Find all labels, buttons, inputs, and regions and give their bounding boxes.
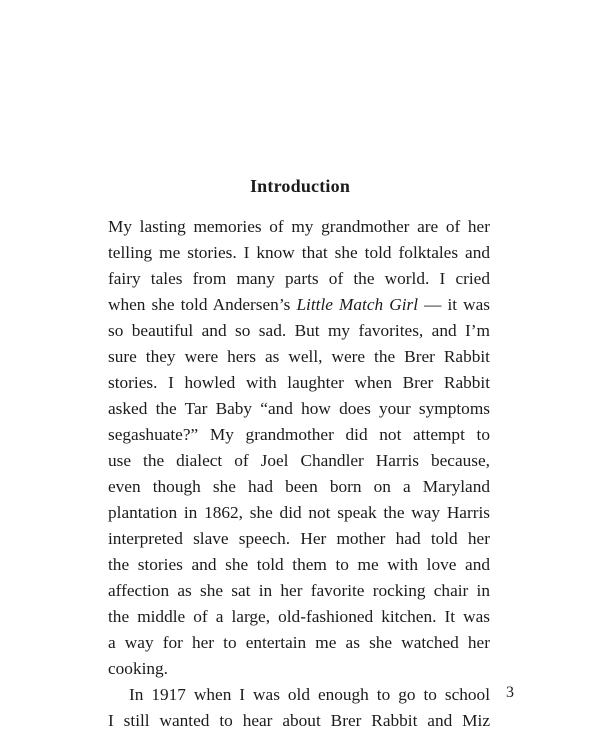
text-segment: when she told Andersen’s [108, 295, 291, 314]
text-line: a way for her to entertain me as she watched her [108, 633, 490, 652]
text-line: interpreted slave speech. Her mother had told her [108, 529, 490, 548]
text-line: cooking. [108, 659, 168, 678]
text-line: the middle of a large, old-fashioned kitchen. It was [108, 607, 490, 626]
text-line: affection as she sat in her favorite rocking chair in [108, 581, 490, 600]
body-text [108, 214, 490, 734]
text-segment: — it was [424, 295, 491, 314]
text-line: My lasting memories of my grandmother are of her [108, 217, 490, 236]
text-line: so beautiful and so sad. But my favorites, and I’m [108, 321, 490, 340]
text-line: I still wanted to hear about Brer Rabbit and Miz [108, 711, 490, 730]
text-line [108, 292, 490, 318]
text-line: even though she had been born on a Maryland [108, 477, 490, 496]
text-line: In 1917 when I was old enough to go to school [129, 685, 490, 704]
text-line: stories. I howled with laughter when Brer Rabbit [108, 373, 490, 392]
text-line: sure they were hers as well, were the Brer Rabbit [108, 347, 490, 366]
chapter-heading: Introduction [249, 176, 351, 196]
page-number: 3 [506, 684, 514, 701]
text-line: plantation in 1862, she did not speak the way Harris [108, 503, 490, 522]
text-line: telling me stories. I know that she told folktales and [108, 243, 490, 262]
text-line: fairy tales from many parts of the world. I cried [108, 269, 490, 288]
text-line: the stories and she told them to me with love and [108, 555, 490, 574]
text-line: use the dialect of Joel Chandler Harris because, [108, 451, 490, 470]
text-line: segashuate?” My grandmother did not attempt to [108, 425, 490, 444]
italic-title: Little Match Girl [296, 295, 419, 314]
text-line: asked the Tar Baby “and how does your symptoms [108, 399, 490, 418]
